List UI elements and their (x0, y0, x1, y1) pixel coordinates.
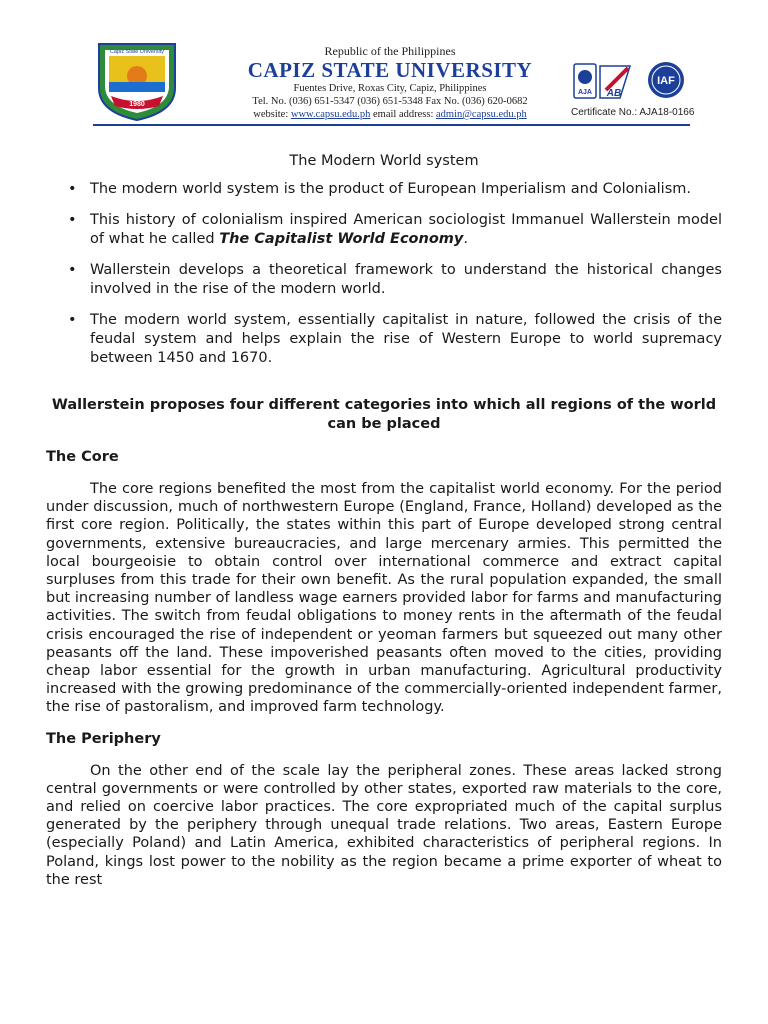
aja-logo-icon (574, 64, 596, 98)
website-link[interactable]: www.capsu.edu.ph (290, 109, 371, 120)
bullet-text: The modern world system is the product of European Imperialism and Colonialism. (90, 181, 691, 197)
bullet-item (46, 261, 722, 299)
website-label: website: (253, 109, 289, 120)
section-paragraph-core: The core regions benefited the most from the capitalist world economy. For the period under discussion, much of northwestern Europe (England, France, Holland) developed as the first core region. Politically, the states within this part of Europe developed strong central governments, extensive bureaucracies, and large mercenary armies. This permitted the local bourgeoisie to obtain control over international commerce and extract capital surpluses from this trade for their own benefit. As the rural population expanded, the small but increasing number of landless wage earners provided labor for farms and manufacturing activities. The switch from feudal obligations to money rents in the aftermath of the feudal crisis encouraged the rise of independent or yeoman farmers but squeezed out many other peasants off the land. These impoverished peasants often moved to the cities, providing cheap labor essential for the growth in urban manufacturing. Agricultural productivity increased with the growing predominance of the commercially-oriented independent farmer, the rise of pastoralism, and improved farm technology. (46, 481, 722, 716)
bullet-list (46, 180, 722, 368)
university-name: CAPIZ STATE UNIVERSITY (247, 58, 533, 82)
svg-text:Capiz State University: Capiz State University (109, 49, 165, 55)
certificate-number: Certificate No.: AJA18-0166 (571, 107, 695, 118)
svg-text:IAF: IAF (657, 75, 675, 87)
section-intro: Wallerstein proposes four different categories into which all regions of the world can be placed (51, 397, 717, 432)
web-contact-line (200, 108, 580, 121)
bullet-text: This history of colonialism inspired American sociologist Immanuel Wallerstein model of what he called (90, 212, 722, 247)
bullet-item (46, 311, 722, 368)
section-heading-core: The Core (46, 449, 119, 465)
section-heading-periphery: The Periphery (46, 730, 161, 747)
letterhead-text (200, 44, 580, 121)
document-body (46, 152, 722, 902)
bullet-text-end: . (463, 231, 468, 247)
bullet-item (46, 180, 722, 199)
bullet-text: Wallerstein develops a theoretical framework to understand the historical changes involved in the rise of the modern world. (90, 262, 722, 297)
email-label: email address: (373, 109, 434, 120)
iaf-logo-icon (648, 62, 684, 98)
bullet-icon: • (68, 181, 77, 197)
bullet-icon: • (68, 312, 77, 328)
email-link[interactable]: admin@capsu.edu.ph (436, 109, 527, 120)
university-seal-icon (93, 40, 181, 122)
university-address: Fuentes Drive, Roxas City, Capiz, Philippines (293, 83, 487, 94)
telephone-line: Tel. No. (036) 651-5347 (036) 651-5348 Fax No. (036) 620-0682 (252, 96, 528, 107)
emphasized-term: The Capitalist World Economy (219, 231, 464, 247)
bullet-icon: • (68, 262, 77, 278)
svg-text:AB: AB (606, 88, 622, 99)
ab-accreditation-logo-icon (600, 66, 630, 99)
bullet-item (46, 211, 722, 249)
svg-text:AJA: AJA (577, 89, 593, 96)
republic-line: Republic of the Philippines (324, 44, 456, 58)
bullet-icon: • (68, 212, 77, 228)
section-paragraph-periphery: On the other end of the scale lay the peripheral zones. These areas lacked strong central governments or were controlled by other states, exported raw materials to the core, and relied on coercive labor practices. The core expropriated much of the capital surplus generated by the periphery through unequal trade relations. Two areas, Eastern Europe (especially Poland) and Latin America, exhibited characteristics of peripheral regions. In Poland, kings lost power to the nobility as the region became a prime exporter of wheat to the rest (46, 762, 722, 888)
svg-text:1980: 1980 (129, 101, 145, 108)
document-title: The Modern World system (289, 153, 479, 169)
letterhead-divider (93, 124, 690, 126)
bullet-text: The modern world system, essentially capitalist in nature, followed the crisis of the feudal system and helps explain the rise of Western Europe to world supremacy between 1450 and 1670. (90, 312, 722, 366)
letterhead (0, 0, 768, 140)
